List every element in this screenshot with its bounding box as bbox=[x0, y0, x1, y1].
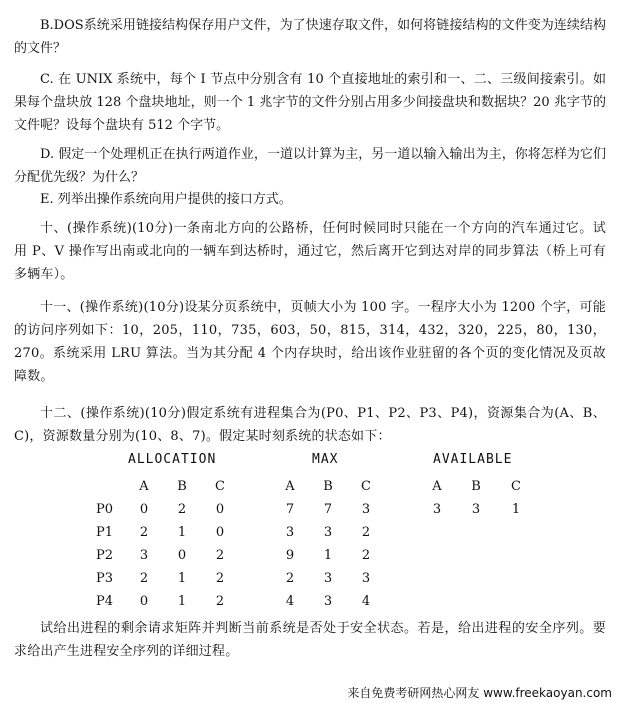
max-value: 2 bbox=[361, 548, 371, 563]
alloc-value: 2 bbox=[177, 502, 187, 517]
process-id: P3 bbox=[96, 571, 114, 586]
alloc-value: 1 bbox=[177, 525, 187, 540]
question-11: 十一、(操作系统)(10分)设某分页系统中，页帧大小为 100 字。一程序大小为 1200 个字，可能的访问序列如下：10，205，110，735，603，50，815，314，432，320，225，80，130，270。系统采用 LRU 算法。当为其分配 4 个内存块时，给出该作业驻留的各个页的变化情况及页故障数。 bbox=[14, 300, 606, 384]
col-header-alloc-c: C bbox=[215, 479, 225, 494]
alloc-value: 2 bbox=[139, 571, 149, 586]
alloc-value: 0 bbox=[215, 502, 225, 517]
available-value: 1 bbox=[511, 502, 521, 517]
paragraph-d: D. 假定一个处理机正在执行两道作业，一道以计算为主，另一道以输入输出为主，你将怎样为它们分配优先级？为什么？ bbox=[14, 147, 606, 185]
paragraph-e: E. 列举出操作系统向用户提供的接口方式。 bbox=[40, 192, 292, 207]
max-value: 1 bbox=[323, 548, 333, 563]
col-header-max-a: A bbox=[285, 479, 295, 494]
max-value: 9 bbox=[285, 548, 295, 563]
alloc-value: 2 bbox=[139, 525, 149, 540]
process-id: P4 bbox=[96, 594, 114, 609]
col-header-avail-c: C bbox=[511, 479, 521, 494]
alloc-value: 0 bbox=[215, 525, 225, 540]
max-value: 7 bbox=[323, 502, 333, 517]
max-value: 7 bbox=[285, 502, 295, 517]
alloc-value: 3 bbox=[139, 548, 149, 563]
col-header-alloc-a: A bbox=[139, 479, 149, 494]
paragraph-b: B.DOS系统采用链接结构保存用户文件，为了快速存取文件，如何将链接结构的文件变为连续结构的文件？ bbox=[14, 18, 606, 56]
process-id: P0 bbox=[96, 502, 114, 517]
question-10: 十、(操作系统)(10分)一条南北方向的公路桥，任何时候同时只能在一个方向的汽车通过它。试用 P、V 操作写出南或北向的一辆车到达桥时，通过它，然后离开它到达对岸的同步算法（桥上可有多辆车）。 bbox=[14, 221, 606, 282]
max-value: 3 bbox=[285, 525, 295, 540]
available-header: AVAILABLE bbox=[433, 452, 513, 467]
alloc-value: 0 bbox=[177, 548, 187, 563]
alloc-value: 1 bbox=[177, 594, 187, 609]
available-value: 3 bbox=[432, 502, 442, 517]
process-id: P2 bbox=[96, 548, 114, 563]
max-value: 3 bbox=[323, 571, 333, 586]
allocation-header: ALLOCATION bbox=[128, 452, 217, 467]
process-id: P1 bbox=[96, 525, 114, 540]
max-value: 3 bbox=[323, 525, 333, 540]
resource-state-table bbox=[0, 452, 620, 612]
max-value: 4 bbox=[285, 594, 295, 609]
alloc-value: 0 bbox=[139, 594, 149, 609]
col-header-max-c: C bbox=[361, 479, 371, 494]
available-value: 3 bbox=[471, 502, 481, 517]
source-footer: 来自免费考研网热心网友 www.freekaoyan.com bbox=[347, 686, 612, 700]
max-value: 3 bbox=[361, 571, 371, 586]
max-value: 3 bbox=[323, 594, 333, 609]
alloc-value: 0 bbox=[139, 502, 149, 517]
max-value: 2 bbox=[361, 525, 371, 540]
alloc-value: 2 bbox=[215, 571, 225, 586]
alloc-value: 2 bbox=[215, 594, 225, 609]
col-header-avail-a: A bbox=[432, 479, 442, 494]
paragraph-c: C. 在 UNIX 系统中，每个 I 节点中分别含有 10 个直接地址的索引和一、二、三级间接索引。如果每个盘块放 128 个盘块地址，则一个 1 兆字节的文件分别占用多少间接盘块和数据块？20 兆字节的文件呢？设每个盘块有 512 个字节。 bbox=[14, 72, 606, 133]
col-header-max-b: B bbox=[323, 479, 333, 494]
question-12: 十二、(操作系统)(10分)假定系统有进程集合为(P0、P1、P2、P3、P4)，资源集合为(A、B、C)，资源数量分别为(10、8、7)。假定某时刻系统的状态如下： bbox=[14, 406, 606, 444]
max-value: 2 bbox=[285, 571, 295, 586]
col-header-avail-b: B bbox=[471, 479, 481, 494]
alloc-value: 2 bbox=[215, 548, 225, 563]
question-12-tail: 试给出进程的剩余请求矩阵并判断当前系统是否处于安全状态。若是，给出进程的安全序列。要求给出产生进程安全序列的详细过程。 bbox=[14, 621, 606, 659]
max-header: MAX bbox=[312, 452, 339, 467]
max-value: 3 bbox=[361, 502, 371, 517]
col-header-alloc-b: B bbox=[177, 479, 187, 494]
alloc-value: 1 bbox=[177, 571, 187, 586]
max-value: 4 bbox=[361, 594, 371, 609]
